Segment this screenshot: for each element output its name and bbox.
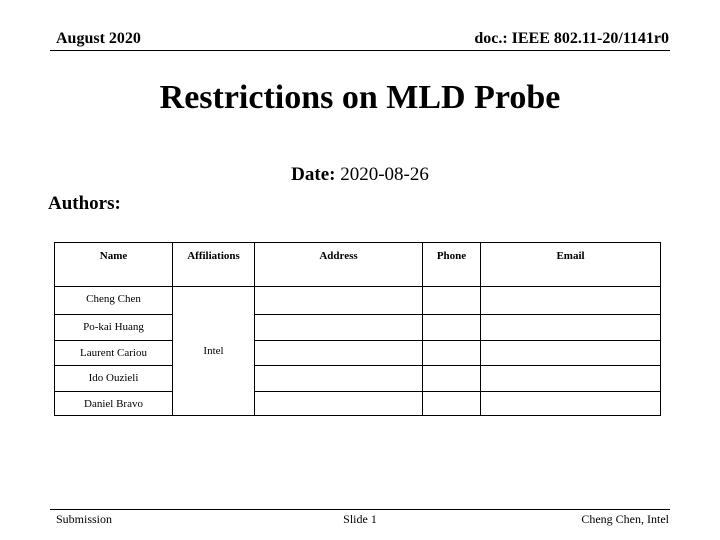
email-cell [481, 315, 661, 341]
table-row [55, 287, 661, 315]
phone-cell [423, 315, 481, 341]
header-rule [50, 50, 670, 51]
address-cell [255, 366, 423, 392]
table-header-row [55, 243, 661, 287]
author-name-cell: Cheng Chen [55, 287, 173, 315]
email-cell [481, 392, 661, 416]
slide-title: Restrictions on MLD Probe [159, 79, 561, 116]
email-cell [481, 341, 661, 366]
authors-label: Authors: [48, 193, 121, 214]
authors-table [54, 242, 661, 416]
address-cell [255, 315, 423, 341]
footer-slide-number: Slide 1 [343, 512, 377, 526]
column-header-phone: Phone [423, 243, 481, 287]
affiliation-cell: Intel [173, 287, 255, 416]
table-row [55, 366, 661, 392]
date-line [0, 164, 720, 186]
phone-cell [423, 287, 481, 315]
phone-cell [423, 366, 481, 392]
footer-submission: Submission [56, 512, 113, 526]
date-label: Date: [291, 164, 336, 185]
email-cell [481, 366, 661, 392]
table-row [55, 341, 661, 366]
author-name-cell: Ido Ouzieli [55, 366, 173, 392]
author-name-cell: Po-kai Huang [55, 315, 173, 341]
header-doc-id: doc.: IEEE 802.11-20/1141r0 [474, 30, 669, 47]
phone-cell [423, 392, 481, 416]
column-header-affiliations: Affiliations [173, 243, 255, 287]
footer-author: Cheng Chen, Intel [581, 512, 669, 526]
author-name-cell: Laurent Cariou [55, 341, 173, 366]
address-cell [255, 341, 423, 366]
phone-cell [423, 341, 481, 366]
email-cell [481, 287, 661, 315]
column-header-name: Name [55, 243, 173, 287]
header-date: August 2020 [56, 30, 141, 47]
footer-rule [50, 509, 670, 510]
table-row [55, 392, 661, 416]
column-header-email: Email [481, 243, 661, 287]
date-value: 2020-08-26 [340, 164, 429, 185]
address-cell [255, 392, 423, 416]
column-header-address: Address [255, 243, 423, 287]
address-cell [255, 287, 423, 315]
author-name-cell: Daniel Bravo [55, 392, 173, 416]
table-row [55, 315, 661, 341]
